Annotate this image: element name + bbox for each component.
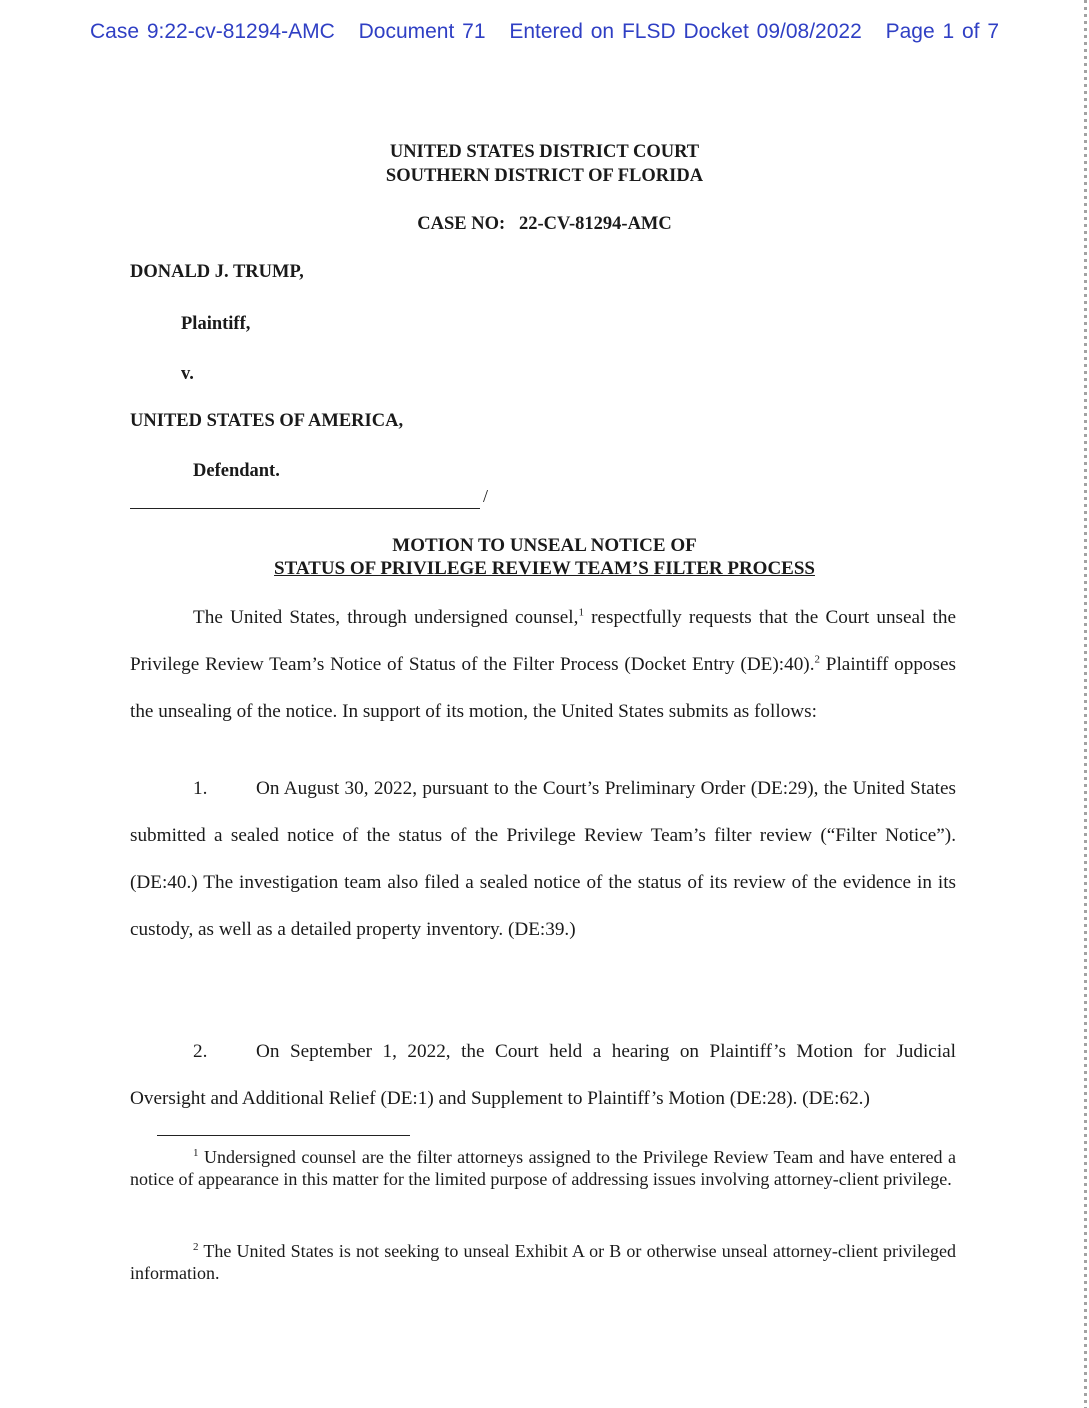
scan-edge-artifact xyxy=(1084,0,1087,1408)
numbered-paragraph-2 xyxy=(130,1028,956,1122)
numbered-paragraph-1 xyxy=(130,765,956,953)
court-line-2: SOUTHERN DISTRICT OF FLORIDA xyxy=(385,166,704,186)
paragraph-number-2: 2. xyxy=(193,1041,208,1062)
footnote-ref-1: 1 xyxy=(578,606,584,619)
defendant-role: Defendant. xyxy=(193,461,280,481)
footnote-1-mark: 1 xyxy=(193,1147,199,1159)
docket-case: Case 9:22-cv-81294-AMC xyxy=(89,20,335,43)
paragraph-text-2: On September 1, 2022, the Court held a hearing on Plaintiff’s Motion for Judicial Oversight and Additional Relief (DE:1) and Supplement to Plaintiff’s Motion (DE:28). (DE:62.) xyxy=(130,1041,956,1109)
motion-title-line-2: STATUS OF PRIVILEGE REVIEW TEAM’S FILTER PROCESS xyxy=(274,558,815,579)
caption-slash: / xyxy=(483,486,489,506)
footnote-1 xyxy=(130,1146,956,1190)
footnote-ref-2: 2 xyxy=(814,653,820,666)
footnote-2 xyxy=(130,1240,956,1284)
footnote-2-mark: 2 xyxy=(193,1241,199,1253)
plaintiff-role: Plaintiff, xyxy=(181,314,251,334)
intro-text-3: Plaintiff opposes the unsealing of the notice. In support of its motion, the United States submits as follows: xyxy=(130,654,956,722)
docket-document: Document 71 xyxy=(358,20,486,43)
docket-header xyxy=(0,20,1089,44)
intro-paragraph xyxy=(130,594,956,735)
footnote-2-text: The United States is not seeking to unseal Exhibit A or B or otherwise unseal attorney-client privileged information. xyxy=(130,1241,956,1283)
motion-title-line-1: MOTION TO UNSEAL NOTICE OF xyxy=(392,535,697,556)
docket-entered: Entered on FLSD Docket 09/08/2022 xyxy=(509,20,862,43)
intro-text-2: respectfully requests that the Court unseal the Privilege Review Team’s Notice of Status of the Filter Process (Docket Entry (DE):40). xyxy=(130,607,956,675)
intro-text-1: The United States, through undersigned counsel, xyxy=(193,607,579,628)
paragraph-number-1: 1. xyxy=(193,778,208,799)
footnote-1-text: Undersigned counsel are the filter attorneys assigned to the Privilege Review Team and have entered a notice of appearance in this matter for the limited purpose of addressing issues involving attorney-client privilege. xyxy=(130,1147,956,1189)
case-number: CASE NO: 22-CV-81294-AMC xyxy=(417,214,672,234)
defendant-name: UNITED STATES OF AMERICA, xyxy=(130,411,404,431)
caption-underline xyxy=(130,508,480,509)
paragraph-text-1: On August 30, 2022, pursuant to the Court’s Preliminary Order (DE:29), the United States submitted a sealed notice of the status of the Privilege Review Team’s filter review (“Filter Notice”). (DE:40.) The investigation team also filed a sealed notice of the status of its review of the evidence in its custody, as well as a detailed property inventory. (DE:39.) xyxy=(130,778,956,940)
footnote-separator xyxy=(157,1135,410,1136)
court-heading xyxy=(0,140,1089,188)
docket-page: Page 1 of 7 xyxy=(885,20,1000,43)
motion-title xyxy=(0,534,1089,580)
plaintiff-name: DONALD J. TRUMP, xyxy=(130,262,304,282)
court-line-1: UNITED STATES DISTRICT COURT xyxy=(389,142,700,162)
versus-label: v. xyxy=(181,364,194,384)
